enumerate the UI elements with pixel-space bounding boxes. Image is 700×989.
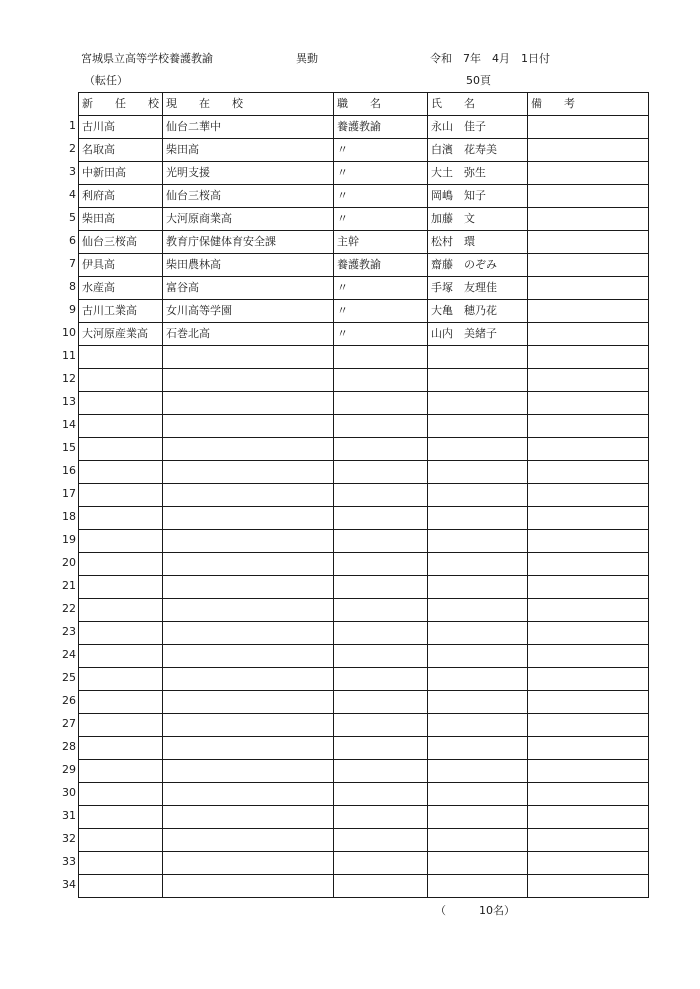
cell-job-title	[334, 553, 428, 576]
table-row	[79, 668, 649, 691]
cell-new-school: 古川工業高	[79, 300, 163, 323]
cell-remarks	[528, 323, 649, 346]
cell-remarks	[528, 530, 649, 553]
cell-new-school	[79, 576, 163, 599]
cell-new-school	[79, 553, 163, 576]
cell-current-school: 仙台二華中	[163, 116, 334, 139]
cell-remarks	[528, 737, 649, 760]
cell-job-title: 〃	[334, 162, 428, 185]
cell-new-school	[79, 484, 163, 507]
cell-current-school	[163, 369, 334, 392]
cell-new-school: 名取高	[79, 139, 163, 162]
table-row	[79, 208, 649, 231]
cell-remarks	[528, 277, 649, 300]
row-number: 28	[62, 740, 76, 753]
cell-remarks	[528, 875, 649, 898]
cell-name	[428, 737, 528, 760]
cell-current-school	[163, 599, 334, 622]
cell-job-title: 主幹	[334, 231, 428, 254]
table-row	[79, 438, 649, 461]
table-row	[79, 714, 649, 737]
cell-job-title: 養護教諭	[334, 254, 428, 277]
cell-name: 大土 弥生	[428, 162, 528, 185]
cell-job-title: 養護教諭	[334, 116, 428, 139]
table-row	[79, 875, 649, 898]
cell-name	[428, 346, 528, 369]
cell-name: 岡嶋 知子	[428, 185, 528, 208]
cell-job-title	[334, 507, 428, 530]
table-row	[79, 185, 649, 208]
cell-current-school: 富谷高	[163, 277, 334, 300]
col-header-remarks: 備 考	[528, 93, 649, 116]
cell-job-title	[334, 484, 428, 507]
cell-job-title	[334, 852, 428, 875]
page-number: 50頁	[466, 74, 491, 87]
cell-name: 白濱 花寿美	[428, 139, 528, 162]
cell-new-school	[79, 691, 163, 714]
cell-new-school: 中新田高	[79, 162, 163, 185]
cell-remarks	[528, 139, 649, 162]
cell-job-title: 〃	[334, 277, 428, 300]
table-row	[79, 645, 649, 668]
cell-job-title	[334, 576, 428, 599]
cell-job-title	[334, 415, 428, 438]
cell-current-school	[163, 645, 334, 668]
cell-name: 大亀 穂乃花	[428, 300, 528, 323]
cell-remarks	[528, 760, 649, 783]
cell-remarks	[528, 461, 649, 484]
cell-name	[428, 599, 528, 622]
cell-new-school	[79, 737, 163, 760]
row-number: 32	[62, 832, 76, 845]
cell-new-school	[79, 438, 163, 461]
row-number: 13	[62, 395, 76, 408]
row-number: 21	[62, 579, 76, 592]
cell-name	[428, 852, 528, 875]
row-number: 1	[69, 119, 76, 132]
cell-new-school: 水産高	[79, 277, 163, 300]
table-row	[79, 599, 649, 622]
table-row	[79, 116, 649, 139]
cell-current-school	[163, 415, 334, 438]
cell-job-title	[334, 714, 428, 737]
cell-new-school: 柴田高	[79, 208, 163, 231]
cell-job-title	[334, 668, 428, 691]
cell-job-title: 〃	[334, 185, 428, 208]
cell-remarks	[528, 346, 649, 369]
cell-current-school: 女川高等学園	[163, 300, 334, 323]
cell-name	[428, 691, 528, 714]
cell-new-school	[79, 346, 163, 369]
table-row	[79, 392, 649, 415]
cell-remarks	[528, 231, 649, 254]
cell-remarks	[528, 806, 649, 829]
row-number: 4	[69, 188, 76, 201]
cell-current-school: 石巻北高	[163, 323, 334, 346]
cell-current-school: 柴田農林高	[163, 254, 334, 277]
cell-current-school	[163, 484, 334, 507]
cell-job-title: 〃	[334, 139, 428, 162]
cell-current-school	[163, 691, 334, 714]
cell-remarks	[528, 162, 649, 185]
row-number: 25	[62, 671, 76, 684]
cell-new-school	[79, 760, 163, 783]
row-number: 11	[62, 349, 76, 362]
cell-new-school	[79, 783, 163, 806]
cell-job-title	[334, 438, 428, 461]
cell-job-title	[334, 369, 428, 392]
cell-remarks	[528, 783, 649, 806]
row-number: 33	[62, 855, 76, 868]
cell-remarks	[528, 300, 649, 323]
cell-current-school	[163, 530, 334, 553]
row-number: 10	[62, 326, 76, 339]
row-number: 22	[62, 602, 76, 615]
cell-new-school: 仙台三桜高	[79, 231, 163, 254]
cell-remarks	[528, 622, 649, 645]
cell-name	[428, 530, 528, 553]
cell-job-title	[334, 875, 428, 898]
col-header-job-title: 職 名	[334, 93, 428, 116]
transfer-category: （転任）	[84, 74, 128, 87]
cell-name	[428, 875, 528, 898]
cell-current-school	[163, 622, 334, 645]
cell-remarks	[528, 691, 649, 714]
row-number: 31	[62, 809, 76, 822]
cell-new-school	[79, 645, 163, 668]
cell-current-school	[163, 576, 334, 599]
table-row	[79, 369, 649, 392]
cell-new-school: 利府高	[79, 185, 163, 208]
cell-name: 齋藤 のぞみ	[428, 254, 528, 277]
cell-job-title	[334, 346, 428, 369]
cell-current-school	[163, 875, 334, 898]
notice-type: 異動	[296, 52, 318, 65]
cell-name: 加藤 文	[428, 208, 528, 231]
table-row	[79, 553, 649, 576]
row-number: 29	[62, 763, 76, 776]
cell-current-school	[163, 829, 334, 852]
cell-remarks	[528, 116, 649, 139]
cell-job-title: 〃	[334, 323, 428, 346]
cell-current-school	[163, 438, 334, 461]
row-number: 9	[69, 303, 76, 316]
cell-current-school	[163, 392, 334, 415]
cell-name	[428, 438, 528, 461]
cell-job-title	[334, 392, 428, 415]
cell-remarks	[528, 254, 649, 277]
cell-remarks	[528, 484, 649, 507]
row-number: 19	[62, 533, 76, 546]
cell-name	[428, 760, 528, 783]
cell-name	[428, 783, 528, 806]
row-number: 30	[62, 786, 76, 799]
cell-remarks	[528, 553, 649, 576]
cell-job-title	[334, 737, 428, 760]
cell-new-school	[79, 622, 163, 645]
table-row	[79, 323, 649, 346]
cell-job-title	[334, 691, 428, 714]
cell-job-title	[334, 806, 428, 829]
table-row	[79, 576, 649, 599]
cell-current-school	[163, 783, 334, 806]
cell-job-title: 〃	[334, 208, 428, 231]
cell-current-school	[163, 461, 334, 484]
cell-current-school	[163, 668, 334, 691]
cell-name	[428, 484, 528, 507]
table-row	[79, 852, 649, 875]
table-row	[79, 484, 649, 507]
cell-current-school	[163, 553, 334, 576]
table-row	[79, 300, 649, 323]
cell-remarks	[528, 415, 649, 438]
row-number: 24	[62, 648, 76, 661]
cell-current-school: 教育庁保健体育安全課	[163, 231, 334, 254]
cell-job-title	[334, 622, 428, 645]
cell-new-school	[79, 461, 163, 484]
row-number: 12	[62, 372, 76, 385]
row-number: 6	[69, 234, 76, 247]
cell-job-title	[334, 645, 428, 668]
cell-remarks	[528, 392, 649, 415]
cell-new-school	[79, 530, 163, 553]
cell-new-school: 伊具高	[79, 254, 163, 277]
cell-current-school: 光明支援	[163, 162, 334, 185]
table-row	[79, 806, 649, 829]
table-row	[79, 162, 649, 185]
cell-name	[428, 507, 528, 530]
table-row	[79, 139, 649, 162]
table-row	[79, 346, 649, 369]
table-row	[79, 737, 649, 760]
table-row	[79, 691, 649, 714]
row-number: 23	[62, 625, 76, 638]
table-header-row	[79, 93, 649, 116]
cell-remarks	[528, 668, 649, 691]
row-number: 5	[69, 211, 76, 224]
cell-job-title	[334, 829, 428, 852]
cell-job-title	[334, 783, 428, 806]
cell-current-school	[163, 737, 334, 760]
cell-current-school: 柴田高	[163, 139, 334, 162]
row-number: 17	[62, 487, 76, 500]
cell-remarks	[528, 185, 649, 208]
total-count: （ 10名）	[435, 904, 515, 917]
cell-name	[428, 461, 528, 484]
cell-new-school	[79, 714, 163, 737]
cell-new-school: 大河原産業高	[79, 323, 163, 346]
cell-name	[428, 369, 528, 392]
table-row	[79, 461, 649, 484]
cell-remarks	[528, 576, 649, 599]
cell-current-school	[163, 346, 334, 369]
row-number: 3	[69, 165, 76, 178]
cell-name: 山内 美緒子	[428, 323, 528, 346]
cell-remarks	[528, 714, 649, 737]
table-row	[79, 783, 649, 806]
cell-current-school	[163, 760, 334, 783]
cell-new-school	[79, 875, 163, 898]
col-header-new-school: 新 任 校	[79, 93, 163, 116]
table-row	[79, 507, 649, 530]
cell-remarks	[528, 599, 649, 622]
cell-new-school	[79, 507, 163, 530]
effective-date: 令和 7年 4月 1日付	[430, 52, 550, 65]
cell-remarks	[528, 829, 649, 852]
row-number: 20	[62, 556, 76, 569]
cell-remarks	[528, 438, 649, 461]
col-header-name: 氏 名	[428, 93, 528, 116]
row-number: 34	[62, 878, 76, 891]
cell-name	[428, 415, 528, 438]
cell-current-school	[163, 806, 334, 829]
cell-job-title	[334, 461, 428, 484]
row-number: 15	[62, 441, 76, 454]
cell-name	[428, 392, 528, 415]
cell-name	[428, 645, 528, 668]
personnel-table	[78, 92, 649, 898]
cell-new-school	[79, 829, 163, 852]
table-row	[79, 530, 649, 553]
row-number: 8	[69, 280, 76, 293]
cell-new-school	[79, 806, 163, 829]
table-row	[79, 415, 649, 438]
cell-current-school	[163, 714, 334, 737]
cell-name	[428, 829, 528, 852]
row-number: 27	[62, 717, 76, 730]
organization-title: 宮城県立高等学校養護教諭	[81, 52, 213, 65]
cell-current-school	[163, 507, 334, 530]
cell-new-school	[79, 392, 163, 415]
row-number: 2	[69, 142, 76, 155]
cell-name	[428, 553, 528, 576]
cell-name	[428, 806, 528, 829]
table-row	[79, 760, 649, 783]
cell-new-school	[79, 369, 163, 392]
cell-current-school	[163, 852, 334, 875]
cell-new-school	[79, 415, 163, 438]
cell-job-title	[334, 760, 428, 783]
cell-new-school	[79, 852, 163, 875]
row-number: 18	[62, 510, 76, 523]
cell-name	[428, 576, 528, 599]
cell-name: 永山 佳子	[428, 116, 528, 139]
cell-new-school: 古川高	[79, 116, 163, 139]
cell-name: 手塚 友理佳	[428, 277, 528, 300]
cell-remarks	[528, 507, 649, 530]
cell-new-school	[79, 668, 163, 691]
cell-current-school: 仙台三桜高	[163, 185, 334, 208]
row-number: 16	[62, 464, 76, 477]
cell-remarks	[528, 645, 649, 668]
row-number: 26	[62, 694, 76, 707]
cell-current-school: 大河原商業高	[163, 208, 334, 231]
row-number: 14	[62, 418, 76, 431]
cell-new-school	[79, 599, 163, 622]
table-row	[79, 254, 649, 277]
cell-job-title: 〃	[334, 300, 428, 323]
table-row	[79, 829, 649, 852]
table-row	[79, 622, 649, 645]
table-row	[79, 277, 649, 300]
cell-name	[428, 622, 528, 645]
cell-name: 松村 環	[428, 231, 528, 254]
table-row	[79, 231, 649, 254]
row-number: 7	[69, 257, 76, 270]
cell-name	[428, 668, 528, 691]
cell-remarks	[528, 852, 649, 875]
cell-remarks	[528, 369, 649, 392]
cell-job-title	[334, 530, 428, 553]
cell-job-title	[334, 599, 428, 622]
cell-remarks	[528, 208, 649, 231]
col-header-current-school: 現 在 校	[163, 93, 334, 116]
cell-name	[428, 714, 528, 737]
